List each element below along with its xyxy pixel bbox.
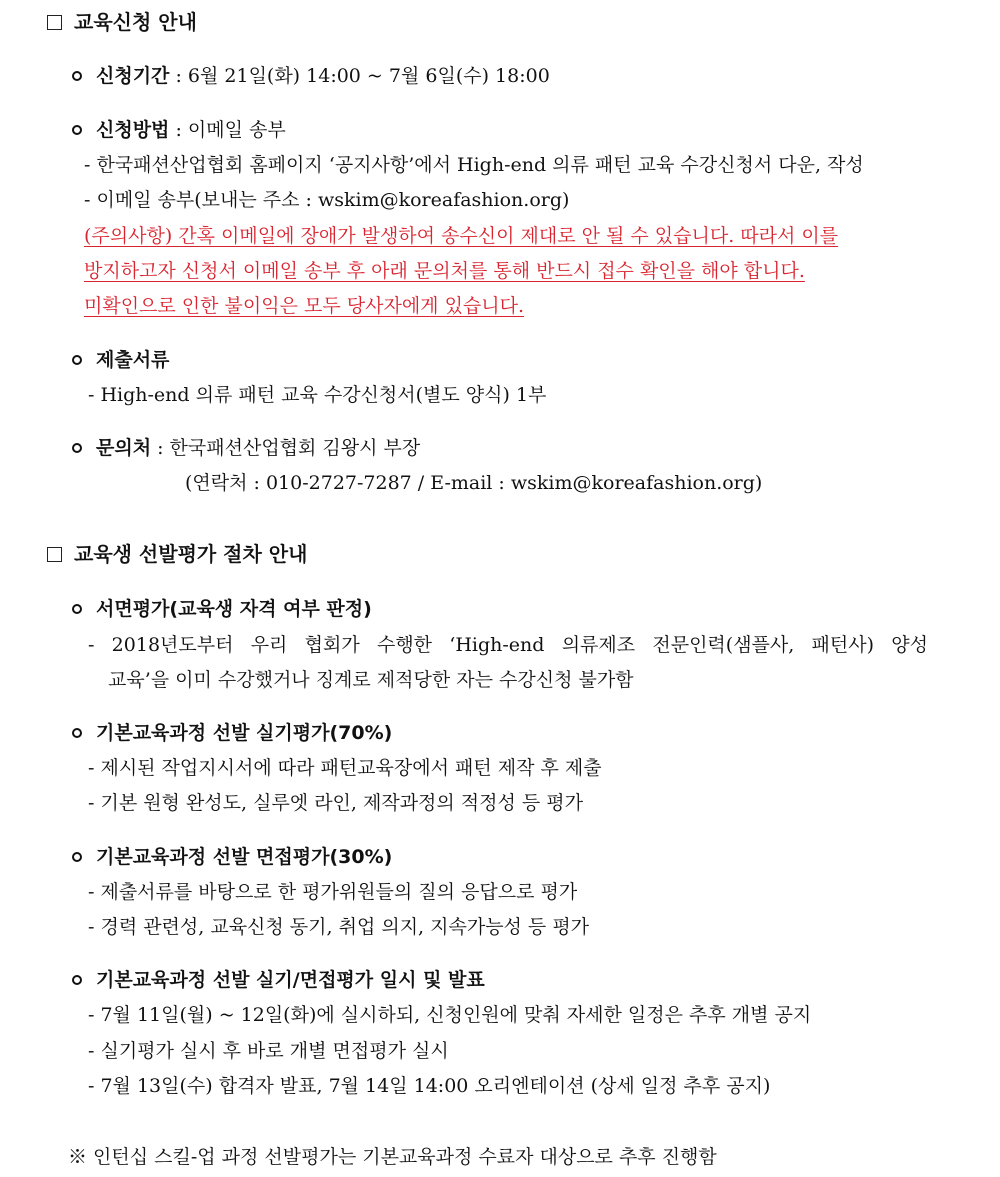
list-item-continuation: 교육’을 이미 수강했거나 징계로 제적당한 자는 수강신청 불가함 xyxy=(108,669,634,691)
notice-line: (주의사항) 간혹 이메일에 장애가 발생하여 송수신이 제대로 안 될 수 있습니다. 따라서 이를 xyxy=(84,225,839,247)
circle-bullet-icon xyxy=(72,443,82,453)
item-practical-evaluation xyxy=(72,719,392,747)
list-item: - 경력 관련성, 교육신청 동기, 취업 의지, 지속가능성 등 평가 xyxy=(88,916,590,938)
notice-line: 방지하고자 신청서 이메일 송부 후 아래 문의처를 통해 반드시 접수 확인을 해야 합니다. xyxy=(84,260,805,282)
list-item: - 제출서류를 바탕으로 한 평가위원들의 질의 응답으로 평가 xyxy=(88,881,578,903)
item-schedule xyxy=(72,966,485,994)
list-item: - 기본 원형 완성도, 실루엣 라인, 제작과정의 적정성 등 평가 xyxy=(88,792,583,814)
item-label: 신청기간 xyxy=(96,65,170,87)
item-label: 기본교육과정 선발 실기평가(70%) xyxy=(96,722,393,744)
section-heading-selection xyxy=(47,540,307,568)
circle-bullet-icon xyxy=(72,125,82,135)
circle-bullet-icon xyxy=(72,852,82,862)
list-item: - 이메일 송부(보내는 주소 : wskim@koreafashion.org) xyxy=(84,189,570,211)
item-value: 이메일 송부 xyxy=(187,119,286,141)
item-documents xyxy=(72,346,169,374)
item-period: 신청기간 : 6월 21일(화) 14:00 ~ 7월 6일(수) 18:00 xyxy=(72,62,550,90)
contact-detail: (연락처 : 010-2727-7287 / E-mail : wskim@koreafashion.org) xyxy=(185,472,763,494)
item-written-evaluation xyxy=(72,595,372,623)
circle-bullet-icon xyxy=(72,728,82,738)
item-label: 신청방법 xyxy=(96,119,170,141)
list-item: - 7월 11일(월) ~ 12일(화)에 실시하되, 신청인원에 맞춰 자세한 일정은 추후 개별 공지 xyxy=(88,1004,812,1026)
section-heading-application xyxy=(47,8,197,36)
item-label: 서면평가(교육생 자격 여부 판정) xyxy=(96,598,372,620)
checkbox-square-icon xyxy=(47,547,62,562)
list-item: - 한국패션산업협회 홈페이지 ‘공지사항’에서 High-end 의류 패턴 교육 수강신청서 다운, 작성 xyxy=(84,154,864,176)
item-label: 기본교육과정 선발 면접평가(30%) xyxy=(96,846,393,868)
list-item: - 제시된 작업지시서에 따라 패턴교육장에서 패턴 제작 후 제출 xyxy=(88,757,602,779)
item-value: 6월 21일(화) 14:00 ~ 7월 6일(수) 18:00 xyxy=(187,65,550,87)
footnote: ※ 인턴십 스킬-업 과정 선발평가는 기본교육과정 수료자 대상으로 추후 진행함 xyxy=(68,1146,717,1168)
item-contact: 문의처 : 한국패션산업협회 김왕시 부장 xyxy=(72,434,420,462)
section-title: 교육생 선발평가 절차 안내 xyxy=(74,542,308,566)
checkbox-square-icon xyxy=(47,15,62,30)
item-interview-evaluation xyxy=(72,843,392,871)
notice-line: 미확인으로 인한 불이익은 모두 당사자에게 있습니다. xyxy=(84,295,525,317)
item-label: 문의처 xyxy=(96,437,152,459)
list-item: - High-end 의류 패턴 교육 수강신청서(별도 양식) 1부 xyxy=(88,384,547,406)
item-method: 신청방법 : 이메일 송부 xyxy=(72,116,286,144)
circle-bullet-icon xyxy=(72,604,82,614)
section-title: 교육신청 안내 xyxy=(74,10,197,34)
item-value: 한국패션산업협회 김왕시 부장 xyxy=(169,437,421,459)
circle-bullet-icon xyxy=(72,975,82,985)
list-item: - 2018년도부터 우리 협회가 수행한 ‘High-end 의류제조 전문인력(샘플사, 패턴사) 양성 xyxy=(88,634,928,656)
circle-bullet-icon xyxy=(72,71,82,81)
list-item: - 7월 13일(수) 합격자 발표, 7월 14일 14:00 오리엔테이션 (상세 일정 추후 공지) xyxy=(88,1075,771,1097)
circle-bullet-icon xyxy=(72,355,82,365)
item-label: 제출서류 xyxy=(96,349,170,371)
item-label: 기본교육과정 선발 실기/면접평가 일시 및 발표 xyxy=(96,969,485,991)
list-item: - 실기평가 실시 후 바로 개별 면접평가 실시 xyxy=(88,1040,449,1062)
